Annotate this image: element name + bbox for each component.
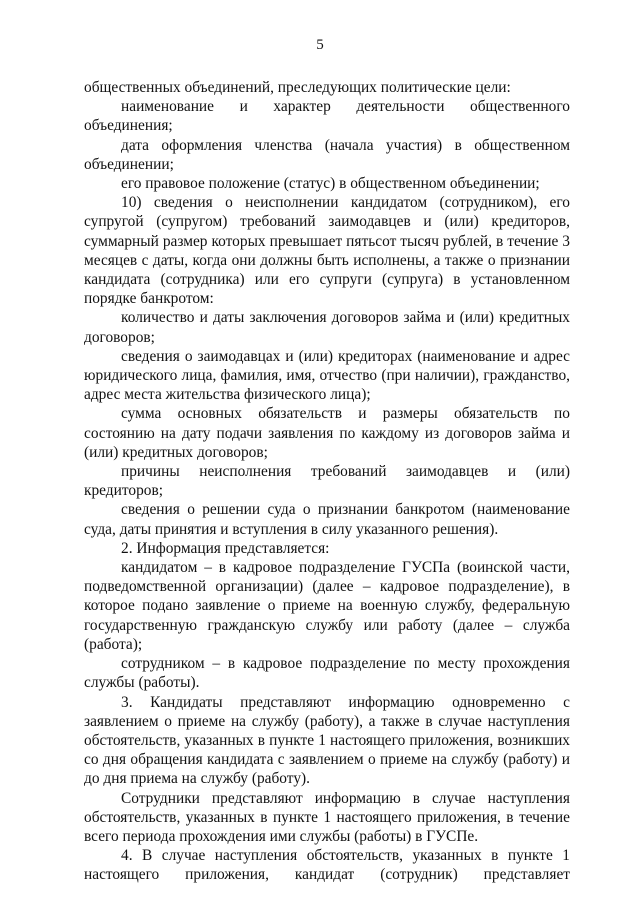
paragraph-section-4: 4. В случае наступления обстоятельств, указанных в пункте 1 настоящего приложения, кандидат (сотрудник) представляет <box>84 847 570 884</box>
paragraph-legal-status: его правовое положение (статус) в общественном объединении; <box>121 175 540 193</box>
paragraph-obligations: сумма основных обязательств и размеры обязательств по состоянию на дату подачи заявления по каждому из договоров займа и (или) кредитных договоров; <box>84 405 570 461</box>
paragraph-creditors: сведения о заимодавцах и (или) кредиторах (наименование и адрес юридического лица, фамилия, имя, отчество (при наличии), гражданство, адрес места жительства физического лица); <box>84 347 570 404</box>
document-body <box>84 78 570 885</box>
paragraph-item-10: 10) сведения о неисполнении кандидатом (сотрудником), его супругой (супругом) требований заимодавцев и (или) кредиторов, суммарный размер которых превышает пятьсот тысяч рублей, в течение 3 месяцев с даты, когда они должны быть исполнены, а также о признании кандидата (сотрудника) или его супруги (супруга) в установленном порядке банкротом: <box>84 194 570 308</box>
paragraph-employees-info: Сотрудники представляют информацию в случае наступления обстоятельств, указанных в пункте 1 настоящего приложения, в течение всего периода прохождения ими службы (работы) в ГУСПе. <box>84 789 570 845</box>
paragraph-section-2: 2. Информация представляется: <box>121 539 330 557</box>
paragraph-section-3: 3. Кандидаты представляют информацию одновременно с заявлением о приеме на службу (работу), а также в случае наступления обстоятельств, указанных в пункте 1 настоящего приложения, возникших со дня обращения кандидата с заявлением о приеме на службу (работу) и до дня приема на службу (работу). <box>84 693 570 788</box>
paragraph-candidate: кандидатом – в кадровое подразделение ГУСПа (воинской части, подведомственной организации) (далее – кадровое подразделение), в которое подано заявление о приеме на военную службу, федеральную государственную гражданскую службу или работу (далее – служба (работа); <box>84 559 570 653</box>
page-number: 5 <box>316 37 324 53</box>
paragraph-org-name: наименование и характер деятельности общественного объединения; <box>84 98 570 135</box>
paragraph-reasons: причины неисполнения требований заимодавцев и (или) кредиторов; <box>84 463 570 500</box>
paragraph-employee: сотрудником – в кадровое подразделение по месту прохождения службы (работы). <box>84 655 570 692</box>
paragraph-membership-date: дата оформления членства (начала участия) в общественном объединении; <box>84 136 570 173</box>
paragraph-loan-count: количество и даты заключения договоров займа и (или) кредитных договоров; <box>84 309 570 346</box>
paragraph-court-decision: сведения о решении суда о признании банкротом (наименование суда, даты принятия и вступления в силу указанного решения). <box>84 501 570 538</box>
paragraph-continuation: общественных объединений, преследующих политические цели: <box>84 79 511 96</box>
